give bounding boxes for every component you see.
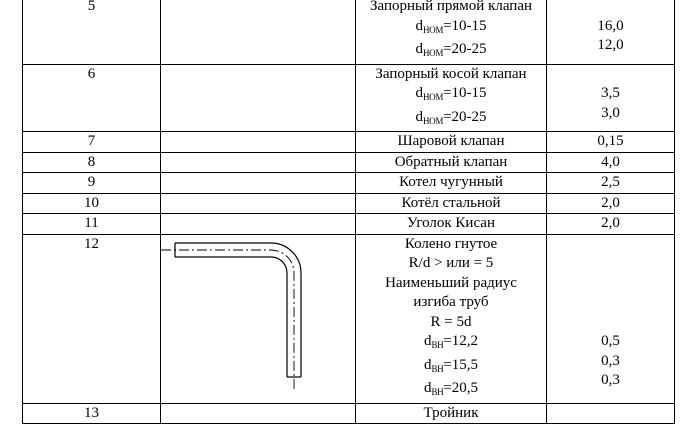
row-number-text: 12	[84, 235, 99, 252]
row-number-text: 11	[84, 215, 99, 231]
diameter-range: =10-15	[443, 85, 487, 101]
diameter-range: =20-25	[443, 41, 487, 57]
diameter-symbol: d	[415, 85, 423, 101]
table-row	[23, 234, 675, 403]
diameter-symbol: d	[415, 108, 423, 125]
row-number	[23, 132, 161, 153]
row-number	[23, 234, 161, 403]
diameter-subscript: ВН	[431, 387, 444, 397]
element-name	[356, 214, 547, 235]
diameter-subscript: НОМ	[422, 115, 444, 126]
element-name	[356, 173, 547, 194]
coefficient-text: 16,0	[597, 17, 624, 34]
figure-cell	[161, 64, 356, 132]
element-name-line: Обратный клапан	[394, 153, 508, 170]
coefficient-text	[547, 313, 674, 333]
row-number	[23, 214, 161, 235]
diameter-symbol: d	[423, 356, 432, 373]
diameter-symbol: d	[415, 41, 423, 57]
element-name	[356, 403, 547, 424]
diameter-range: =20,5	[443, 380, 479, 396]
element-name	[356, 64, 547, 132]
row-number	[23, 0, 161, 64]
diameter-range: =15,5	[443, 356, 479, 373]
element-name-line: R/d > или = 5	[408, 255, 494, 271]
figure-cell	[161, 0, 356, 64]
diameter-symbol: d	[423, 380, 432, 396]
coefficient-text: 0,15	[597, 133, 624, 149]
diameter-range: =12,2	[443, 333, 479, 349]
coefficient-text: 2,0	[601, 215, 620, 231]
coefficient-text	[547, 274, 674, 294]
coefficient-value	[547, 173, 675, 194]
diameter-subscript: НОМ	[422, 24, 444, 35]
coefficient-text: 3,0	[601, 104, 620, 121]
coefficient-text: 0,5	[601, 333, 620, 349]
coefficients-table	[22, 0, 675, 424]
row-number-text: 9	[87, 174, 96, 190]
element-name	[356, 132, 547, 153]
diameter-subscript: НОМ	[422, 48, 444, 58]
element-name-line: Котел чугунный	[399, 174, 503, 190]
coefficient-text	[547, 404, 674, 424]
table-row	[23, 193, 675, 214]
coefficient-text: 4,0	[601, 153, 620, 170]
coefficient-text	[547, 235, 674, 255]
coefficient-text: 0,3	[601, 352, 620, 369]
row-number-text: 8	[87, 153, 96, 170]
table-row	[23, 132, 675, 153]
row-number	[23, 403, 161, 424]
figure-cell	[161, 193, 356, 214]
table-row	[23, 152, 675, 173]
coefficient-value	[547, 214, 675, 235]
element-name-line: Запорный косой клапан	[375, 65, 527, 82]
coefficient-text: 2,0	[601, 194, 620, 211]
diameter-line	[356, 17, 546, 41]
coefficient-value	[547, 0, 675, 64]
element-name-line: Шаровой клапан	[397, 133, 505, 149]
diameter-line	[356, 332, 546, 356]
figure-cell	[161, 234, 356, 403]
figure-cell	[161, 132, 356, 153]
element-name-line: Запорный прямой клапан	[369, 0, 533, 14]
table-row	[23, 214, 675, 235]
diameter-line	[356, 84, 546, 108]
element-name-line: R = 5d	[430, 313, 472, 330]
element-name	[356, 234, 547, 403]
coefficient-text: 12,0	[597, 37, 624, 53]
coefficient-text: 0,3	[601, 372, 620, 388]
row-number-text: 13	[84, 404, 99, 421]
diameter-line	[356, 108, 546, 132]
coefficient-value	[547, 193, 675, 214]
figure-cell	[161, 152, 356, 173]
element-name-line: Уголок Кисан	[407, 215, 495, 231]
diameter-symbol: d	[415, 17, 423, 34]
row-number-text: 10	[84, 194, 99, 211]
row-number-text: 7	[87, 133, 96, 149]
table-row	[23, 0, 675, 64]
diameter-symbol: d	[423, 333, 432, 349]
row-number-text: 6	[87, 65, 96, 82]
element-name	[356, 193, 547, 214]
figure-cell	[161, 214, 356, 235]
coefficient-value	[547, 234, 675, 403]
element-name-line: изгиба труб	[413, 294, 489, 310]
pipe-bend-drawing	[161, 235, 355, 397]
table-row	[23, 64, 675, 132]
coefficient-value	[547, 152, 675, 173]
element-name-line: Тройник	[423, 404, 479, 421]
element-name	[356, 0, 547, 64]
diameter-line	[356, 356, 546, 380]
table-row	[23, 403, 675, 424]
diameter-line	[356, 379, 546, 403]
diameter-subscript: ВН	[431, 340, 444, 350]
diameter-range: =20-25	[443, 108, 487, 125]
row-number	[23, 193, 161, 214]
coefficient-text: 2,5	[601, 174, 620, 190]
coefficient-text	[547, 65, 674, 85]
coefficient-text: 3,5	[601, 85, 620, 101]
element-name-line: Колено гнутое	[404, 235, 498, 252]
figure-cell	[161, 173, 356, 194]
coefficient-value	[547, 403, 675, 424]
table-row	[23, 173, 675, 194]
diameter-subscript: НОМ	[422, 92, 444, 102]
coefficient-text	[547, 293, 674, 313]
row-number	[23, 152, 161, 173]
figure-cell	[161, 403, 356, 424]
element-name-line: Котёл стальной	[401, 194, 501, 211]
diameter-range: =10-15	[443, 17, 487, 34]
coefficient-text	[547, 0, 674, 17]
coefficient-value	[547, 64, 675, 132]
row-number	[23, 64, 161, 132]
row-number-text: 5	[87, 0, 96, 14]
element-name-line: Наименьший радиус	[385, 274, 517, 291]
diameter-line	[356, 40, 546, 64]
diameter-subscript: ВН	[431, 363, 444, 374]
element-name	[356, 152, 547, 173]
coefficient-value	[547, 132, 675, 153]
row-number	[23, 173, 161, 194]
coefficient-text	[547, 254, 674, 274]
